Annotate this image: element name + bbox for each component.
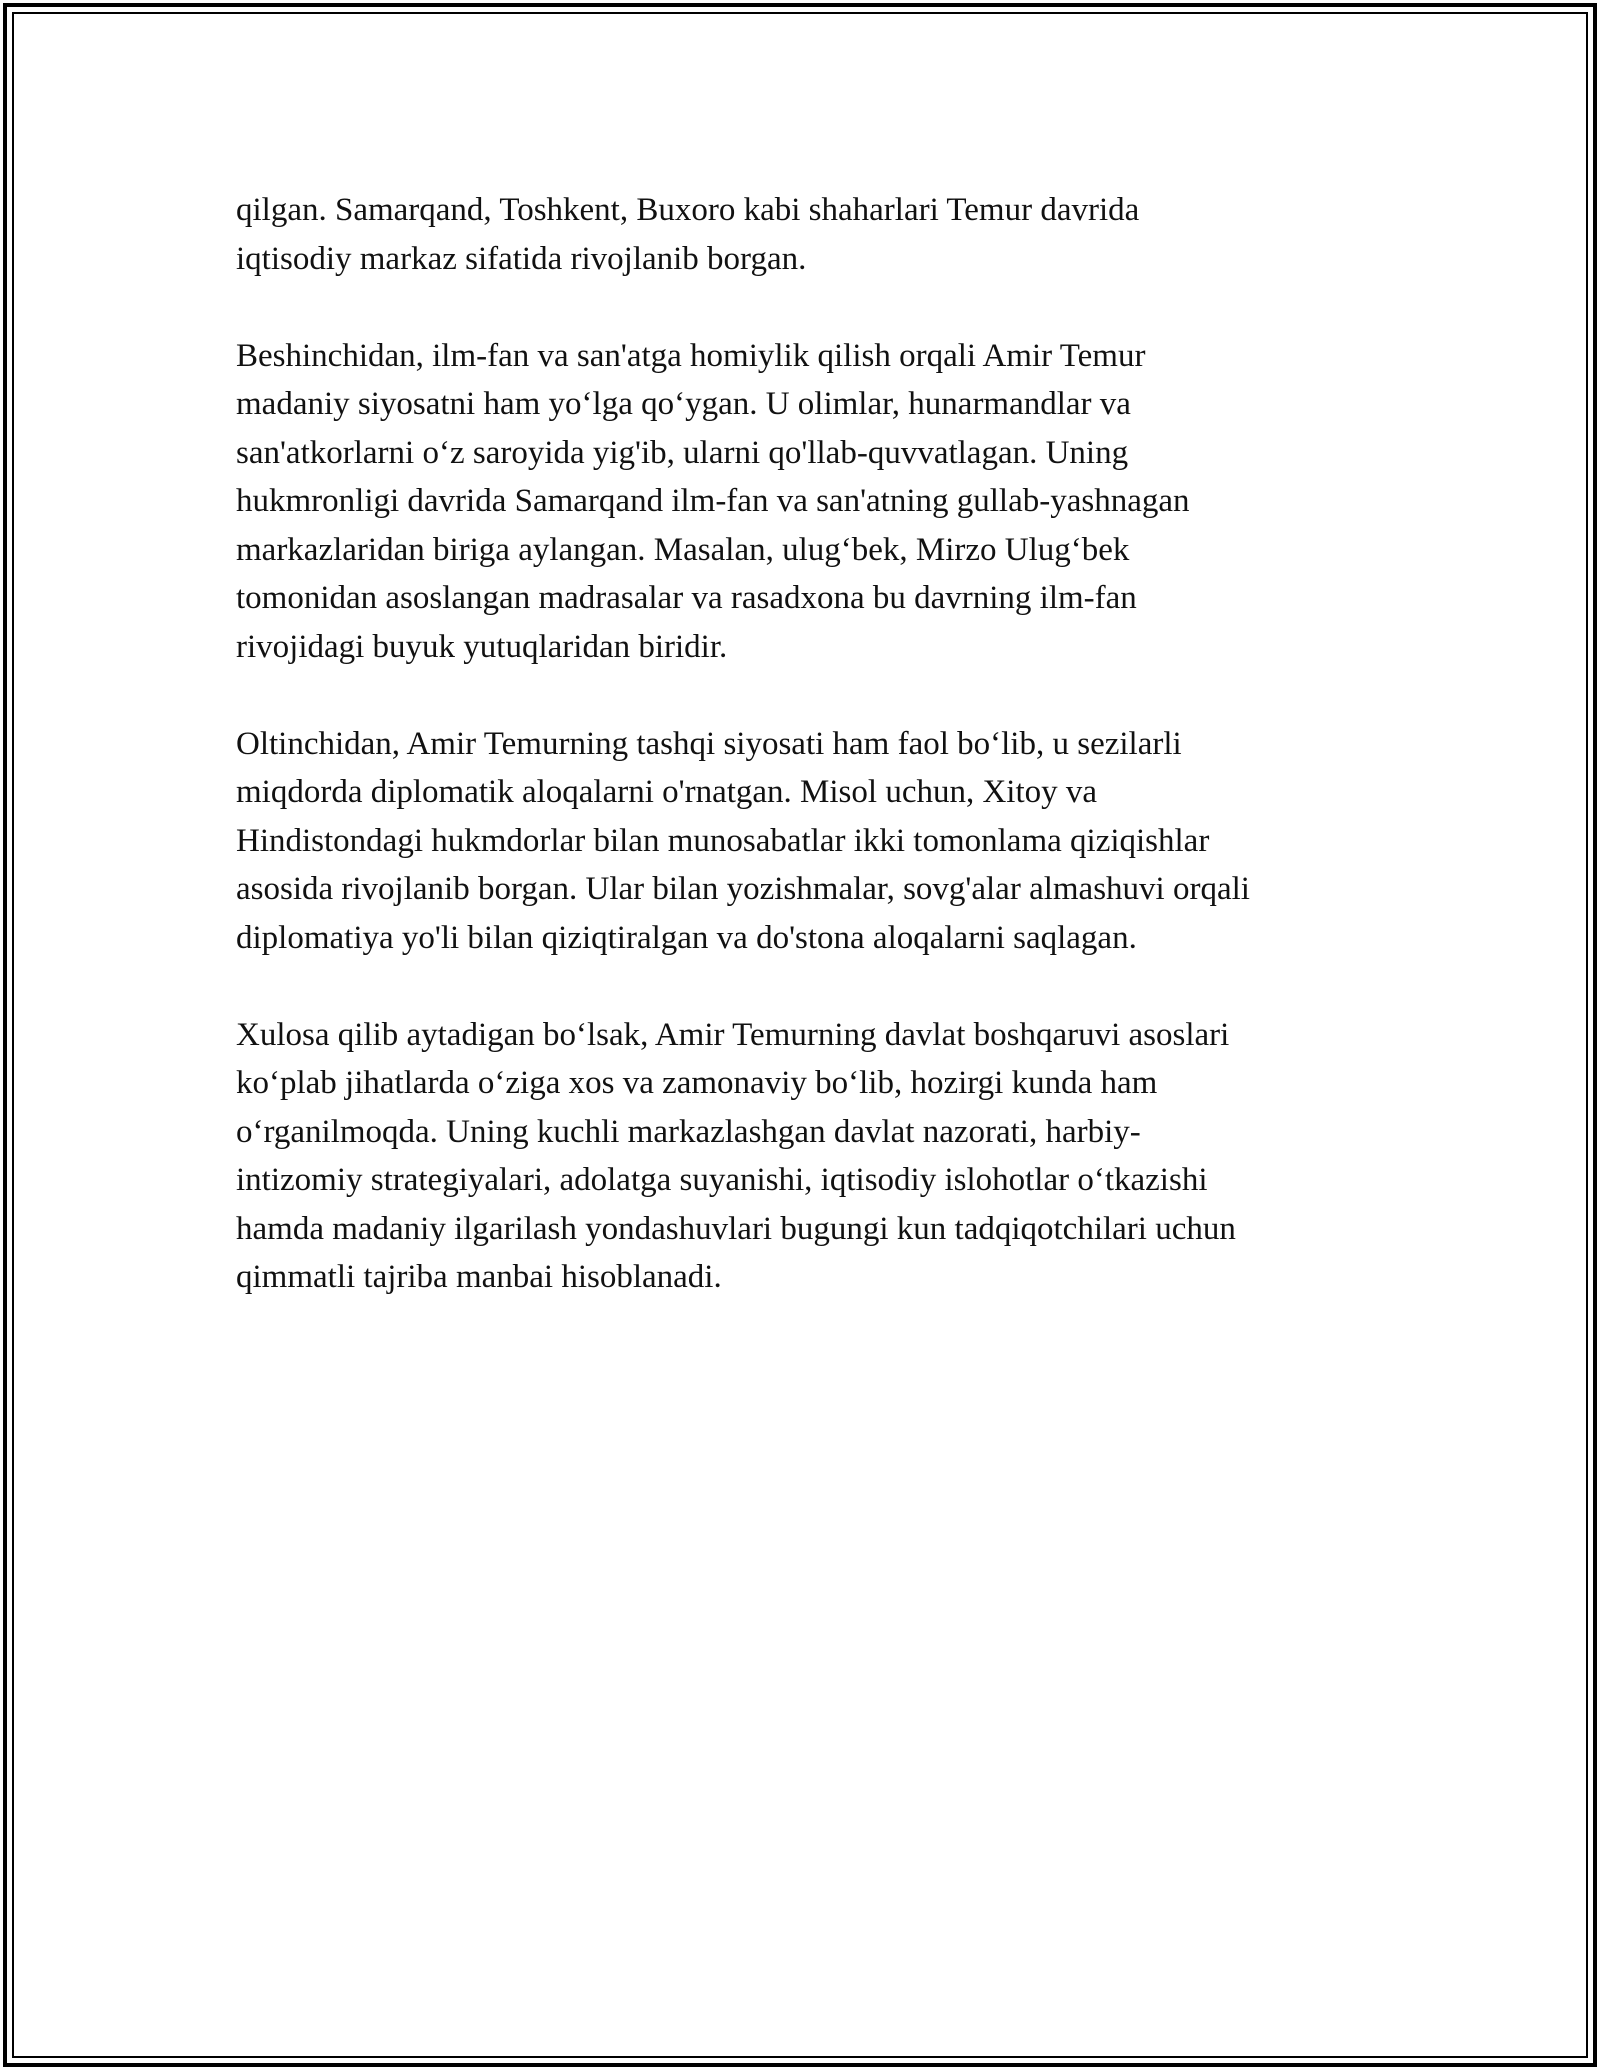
text-line: Oltinchidan, Amir Temurning tashqi siyosati ham faol bo‘lib, u sezilarli — [236, 725, 1182, 762]
document-body — [236, 186, 1386, 1350]
text-line: ko‘plab jihatlarda o‘ziga xos va zamonaviy bo‘lib, hozirgi kunda ham — [236, 1065, 1158, 1101]
text-line: Beshinchidan, ilm-fan va san'atga homiylik qilish orqali Amir Temur — [236, 337, 1146, 374]
text-line: o‘rganilmoqda. Uning kuchli markazlashgan davlat nazorati, harbiy- — [236, 1113, 1141, 1150]
text-line: asosida rivojlanib borgan. Ular bilan yozishmalar, sovg'alar almashuvi orqali — [236, 871, 1250, 907]
paragraph-4 — [236, 1011, 1386, 1302]
text-line: intizomiy strategiyalari, adolatga suyanishi, iqtisodiy islohotlar o‘tkazishi — [236, 1162, 1208, 1198]
text-line: iqtisodiy markaz sifatida rivojlanib borgan. — [236, 240, 807, 277]
text-line: hamda madaniy ilgarilash yondashuvlari bugungi kun tadqiqotchilari uchun — [236, 1210, 1236, 1247]
text-line: markazlaridan biriga aylangan. Masalan, ulug‘bek, Mirzo Ulug‘bek — [236, 531, 1130, 568]
text-line: qilgan. Samarqand, Toshkent, Buxoro kabi shaharlari Temur davrida — [236, 192, 1140, 228]
text-line: diplomatiya yo'li bilan qiziqtiralgan va do'stona aloqalarni saqlagan. — [236, 919, 1137, 956]
text-line: miqdorda diplomatik aloqalarni o'rnatgan. Misol uchun, Xitoy va — [236, 774, 1098, 810]
text-line: san'atkorlarni o‘z saroyida yig'ib, ularni qo'llab-quvvatlagan. Uning — [236, 434, 1129, 471]
paragraph-2 — [236, 332, 1386, 672]
text-line: Hindistondagi hukmdorlar bilan munosabatlar ikki tomonlama qiziqishlar — [236, 822, 1210, 859]
text-line: hukmronligi davrida Samarqand ilm-fan va san'atning gullab-yashnagan — [236, 483, 1190, 519]
paragraph-3 — [236, 720, 1386, 963]
text-line: qimmatli tajriba manbai hisoblanadi. — [236, 1259, 722, 1295]
text-line: tomonidan asoslangan madrasalar va rasadxona bu davrning ilm-fan — [236, 580, 1137, 616]
text-line: rivojidagi buyuk yutuqlaridan biridir. — [236, 628, 728, 665]
text-line: Xulosa qilib aytadigan bo‘lsak, Amir Temurning davlat boshqaruvi asoslari — [236, 1016, 1230, 1053]
paragraph-1 — [236, 186, 1386, 283]
text-line: madaniy siyosatni ham yo‘lga qo‘ygan. U olimlar, hunarmandlar va — [236, 386, 1131, 422]
